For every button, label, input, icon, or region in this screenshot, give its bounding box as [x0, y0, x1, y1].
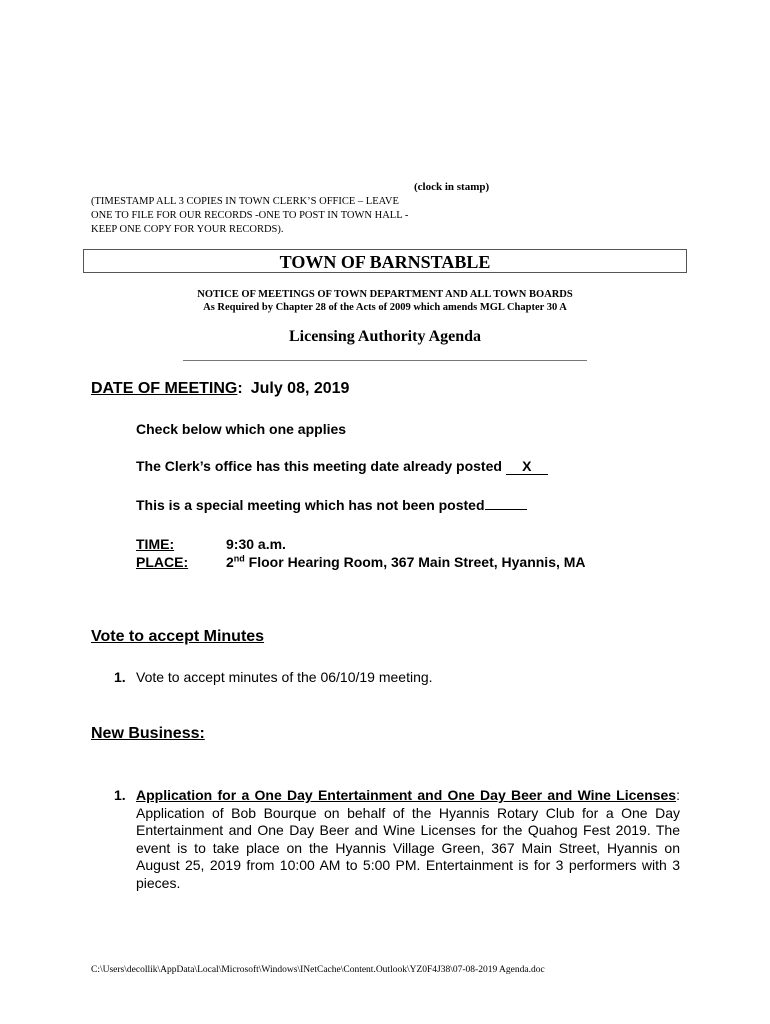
- notice-line-1: NOTICE OF MEETINGS OF TOWN DEPARTMENT AND ALL TOWN BOARDS: [197, 289, 573, 300]
- notice-block: [83, 288, 687, 314]
- new-business-item-text: : Application of Bob Bourque on behalf of the Hyannis Rotary Club for a One Day Entertainment and One Day Beer and Wine Licenses for the Quahog Fest 2019. The event is to take place on the Hyannis Village Green, 367 Main Street, Hyannis on August 25, 2019 from 10:00 AM to 5:00 PM. Entertainment is for 3 performers with 3 pieces.: [136, 787, 680, 891]
- new-business-item-heading: Application for a One Day Entertainment and One Day Beer and Wine Licenses: [136, 787, 677, 803]
- new-business-heading: New Business:: [91, 725, 205, 742]
- special-option-text: This is a special meeting which has not been posted: [136, 497, 485, 513]
- new-business-item-number: 1.: [114, 787, 126, 803]
- special-option: [136, 495, 527, 513]
- place-label: PLACE:: [136, 554, 189, 570]
- meeting-date-value: July 08, 2019: [250, 380, 350, 397]
- posted-option: [136, 458, 548, 475]
- time-value: 9:30 a.m.: [226, 536, 286, 552]
- clock-in-stamp-label: (clock in stamp): [414, 181, 490, 193]
- minutes-item-text: Vote to accept minutes of the 06/10/19 meeting.: [136, 669, 433, 685]
- notice-line-2: As Required by Chapter 28 of the Acts of 2009 which amends MGL Chapter 30 A: [203, 302, 567, 313]
- timestamp-instructions: (TIMESTAMP ALL 3 COPIES IN TOWN CLERK’S OFFICE – LEAVE ONE TO FILE FOR OUR RECORDS -ONE TO POST IN TOWN HALL - KEEP ONE COPY FOR YOUR RECORDS).: [91, 196, 409, 235]
- meeting-date-colon: :: [237, 380, 243, 397]
- time-label: TIME:: [136, 536, 175, 552]
- meeting-date-label: DATE OF MEETING: [91, 380, 238, 397]
- page-title: TOWN OF BARNSTABLE: [83, 249, 687, 273]
- posted-checkbox[interactable]: X: [506, 459, 548, 475]
- minutes-item: [114, 669, 433, 685]
- footer-file-path: C:\Users\decollik\AppData\Local\Microsoft\Windows\INetCache\Content.Outlook\YZ0F4J38\07-08-2019 Agenda.doc: [91, 965, 545, 975]
- new-business-item-body: [136, 787, 680, 892]
- meeting-date-row: [91, 380, 349, 398]
- posted-option-text: The Clerk’s office has this meeting date already posted: [136, 458, 502, 474]
- special-checkbox[interactable]: [485, 495, 527, 510]
- agenda-divider: [183, 360, 587, 361]
- check-prompt: Check below which one applies: [136, 421, 347, 437]
- minutes-item-number: 1.: [114, 669, 126, 685]
- place-value: 2nd Floor Hearing Room, 367 Main Street, Hyannis, MA: [226, 553, 586, 570]
- minutes-heading: Vote to accept Minutes: [91, 628, 265, 645]
- agenda-title: Licensing Authority Agenda: [288, 328, 482, 345]
